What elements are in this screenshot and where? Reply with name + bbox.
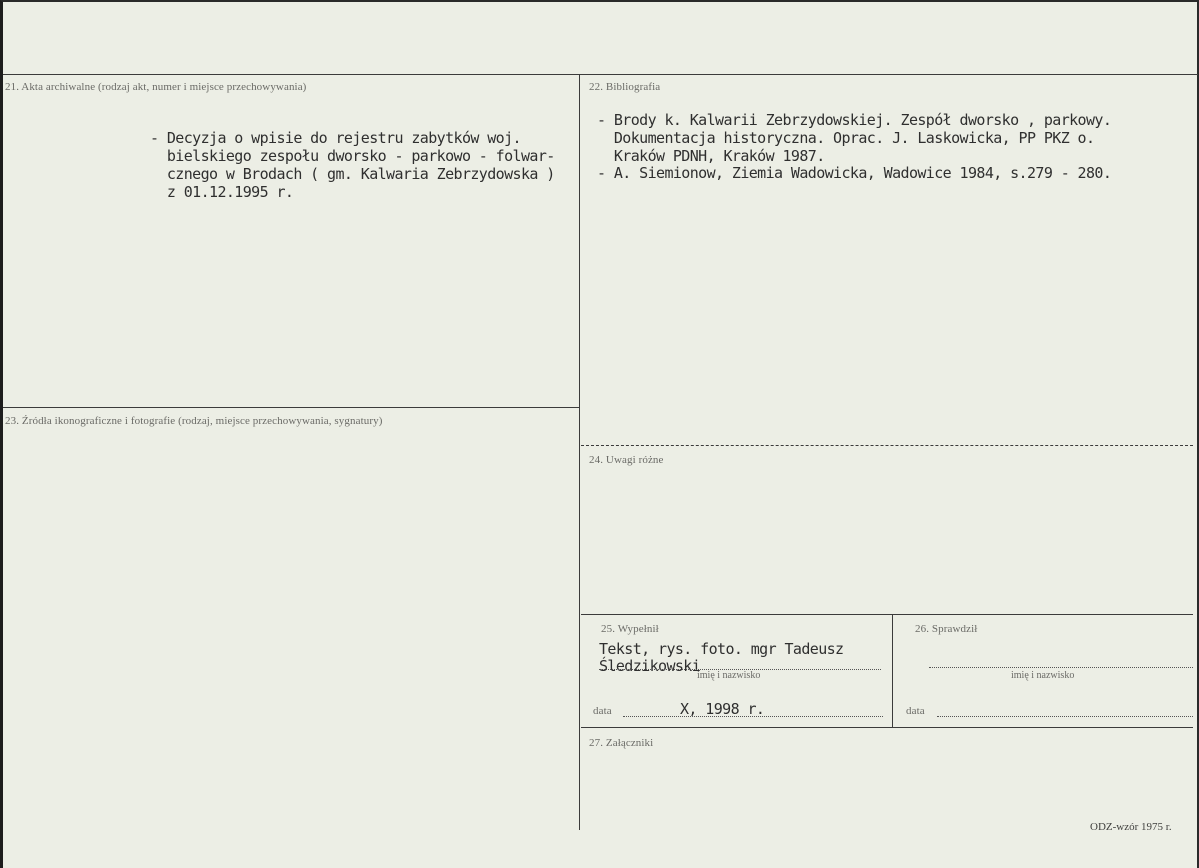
checked-by-name-dotline: [929, 667, 1193, 668]
bibliography-line: - Brody k. Kalwarii Zebrzydowskiej. Zespół dworsko , parkowy.: [597, 111, 1112, 129]
section-23-label: 23. Źródła ikonograficzne i fotografie (rodzaj, miejsce przechowywania, sygnatury): [5, 415, 383, 427]
filled-by-name-line1: Tekst, rys. foto. mgr Tadeusz: [599, 640, 844, 658]
section-21-line: bielskiego zespołu dworsko - parkowo - folwar-: [150, 147, 555, 165]
checked-by-date-label: data: [906, 705, 925, 717]
filled-by-name-line2: Śledzikowski: [599, 657, 701, 675]
section-24-label: 24. Uwagi różne: [589, 454, 664, 466]
bibliography-line: - A. Siemionow, Ziemia Wadowicka, Wadowice 1984, s.279 - 280.: [597, 164, 1112, 182]
section-21-line: - Decyzja o wpisie do rejestru zabytków woj.: [150, 129, 521, 147]
checked-by-date-dotline: [937, 716, 1193, 717]
top-rule: [3, 74, 1198, 75]
bibliography-line: Kraków PDNH, Kraków 1987.: [597, 147, 825, 165]
center-divider: [579, 74, 580, 830]
section-21-label: 21. Akta archiwalne (rodzaj akt, numer i miejsce przechowywania): [5, 81, 307, 93]
divider-25-27: [581, 727, 1193, 728]
form-code: ODZ-wzór 1975 r.: [1090, 821, 1172, 833]
section-22-label: 22. Bibliografia: [589, 81, 661, 93]
divider-22-24: [581, 445, 1193, 446]
section-21-line: z 01.12.1995 r.: [150, 183, 294, 201]
section-27-label: 27. Załączniki: [589, 737, 654, 749]
section-25-label: 25. Wypełnił: [601, 623, 659, 635]
section-21-line: cznego w Brodach ( gm. Kalwaria Zebrzydowska ): [150, 165, 555, 183]
section-26-label: 26. Sprawdził: [915, 623, 978, 635]
filled-by-date-value: X, 1998 r.: [680, 700, 765, 718]
divider-21-23: [3, 407, 579, 408]
filled-by-date-label: data: [593, 705, 612, 717]
checked-by-name-caption: imię i nazwisko: [1011, 670, 1075, 681]
divider-25-26: [892, 614, 893, 727]
bibliography-line: Dokumentacja historyczna. Oprac. J. Laskowicka, PP PKZ o.: [597, 129, 1095, 147]
filled-by-name-caption: imię i nazwisko: [697, 670, 761, 681]
divider-24-25: [581, 614, 1193, 615]
